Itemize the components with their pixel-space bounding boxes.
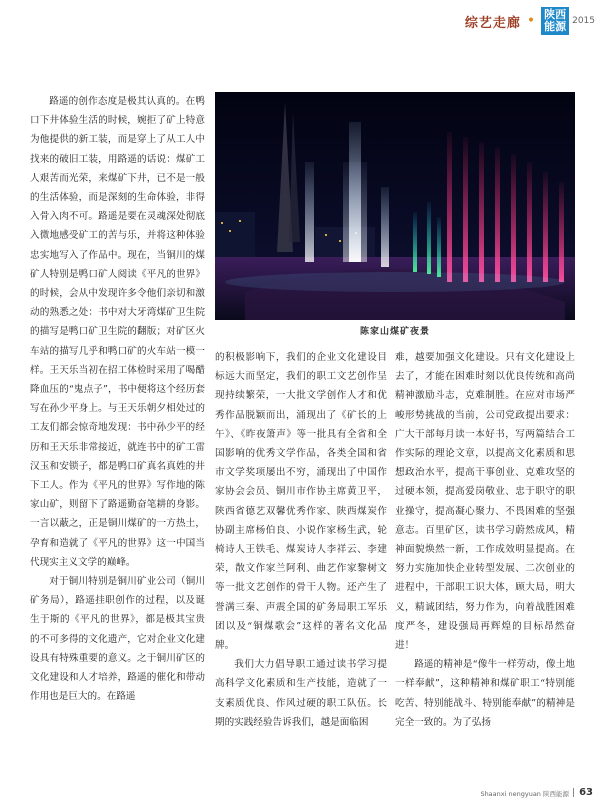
footer-text: Shaanxi nengyuan 陕西能源 [480,790,569,798]
paragraph: 路遥的精神是“像牛一样劳动，像土地一样奉献”，这种精神和煤矿职工“特别能吃苦、特别能战斗、特别能奉献”的精神是完全一致的。为了弘扬 [395,659,575,728]
page-header [465,6,595,36]
right-column [395,348,575,732]
magazine-logo [541,7,569,35]
section-title: 综艺走廊 [464,15,521,31]
page-number: 63 [579,787,593,798]
middle-column [215,348,387,732]
photo-caption: 陈家山煤矿夜景 [359,327,430,337]
issue-year: 2015 [572,16,595,26]
paragraph: 我们大力倡导职工通过读书学习提高科学文化素质和生产技能，造就了一支素质优良、作风过硬的职工队伍。长期的实践经验告诉我们，越是面临困 [215,659,387,728]
night-scene-photo [215,92,575,320]
paragraph: 路遥的创作态度是极其认真的。在鸭口下井体验生活的时候，婉拒了矿上特意为他提供的新工装，而是穿上了从工人中找来的破旧工装，用路遥的话说：煤矿工人艰苦而光荣，来煤矿下井，已不是一般的生活体验，而是深刻的生命体验，非得入骨入肉不可。路遥是要在灵魂深处彻底入微地感受矿工的苦与乐，并将这种体验忠实地写入了作品中。现在，当铜川的煤矿人特别是鸭口矿人阅读《平凡的世界》的时候，会从中发现许多令他们亲切和激动的熟悉之处：书中对大牙湾煤矿卫生院的描写是鸭口矿卫生院的翻版；对矿区火车站的描写几乎和鸭口矿的火车站一模一样。王天乐当初在招工体检时采用了喝醋降血压的“鬼点子”，书中便将这个经历套写在孙少平身上。与王天乐朝夕相处过的工友们都会惊奇地发现：书中孙少平的经历和王天乐非常接近，就连书中的矿工雷汉玉和安锁子，都是鸭口矿真名真姓的井下工人。作为《平凡的世界》写作地的陈家山矿，则留下了路遥勤奋笔耕的身影。一言以蔽之，正是铜川煤矿的一方热土，孕育和造就了《平凡的世界》这一中国当代现实主义文学的巅峰。 [30,96,205,568]
footer-divider [573,788,574,797]
paragraph: 对于铜川特别是铜川矿业公司（铜川矿务局），路遥挂职创作的过程，以及诞生于斯的《平凡的世界》，都是极其宝贵的不可多得的文化遗产，它对企业文化建设具有特殊重要的意义。之于铜川矿区的文化建设和人才培养，路遥的催化和带动作用也是巨大的。在路遥 [30,576,205,703]
logo-line-2: 能源 [544,20,567,33]
page-footer [0,784,603,798]
left-column [30,92,205,707]
logo-line-1: 陕西 [544,8,567,21]
fountain-night-illustration [215,92,575,320]
paragraph: 难，越要加强文化建设。只有文化建设上去了，才能在困难时刻以优良传统和高尚精神激励斗志，克难制胜。在应对市场严峻形势挑战的当前，公司党政提出要求：广大干部每月读一本好书，写两篇结合工作实际的理论文章，以提高文化素质和思想政治水平，提高干事创业、克难攻坚的过硬本领，提高爱岗敬业、忠于职守的职业操守，提高凝心聚力、不畏困难的坚强意志。百里矿区，读书学习蔚然成风，精神面貌焕然一新，工作成效明显提高。在努力实施加快企业转型发展、二次创业的进程中，干部职工识大体，顾大局，明大义，精诚团结，努力作为，向着战胜困难度严冬，建设强局再辉煌的目标昂然奋进！ [395,352,575,652]
paragraph: 的积极影响下，我们的企业文化建设目标远大而坚定，我们的职工文艺创作呈现持续繁荣，一大批文学创作人才和优秀作品脱颖而出，涌现出了《矿长的上午》、《昨夜箫声》等一批具有全省和全国影响的优秀文学作品，各类全国和省市文学奖项屡出不穷，涌现出了中国作家协会会员、铜川市作协主席黄卫平，陕西省德艺双馨优秀作家、陕西煤炭作协副主席杨伯良、小说作家杨生武，轮椅诗人王铁毛、煤炭诗人李祥云、李建荣，散文作家兰阿利、曲艺作家黎树文等一批文艺创作的骨干人物。还产生了誉满三秦、声震全国的矿务局职工军乐团以及“铜煤歌会”这样的著名文化品牌。 [215,352,387,652]
header-separator: • [526,13,536,29]
